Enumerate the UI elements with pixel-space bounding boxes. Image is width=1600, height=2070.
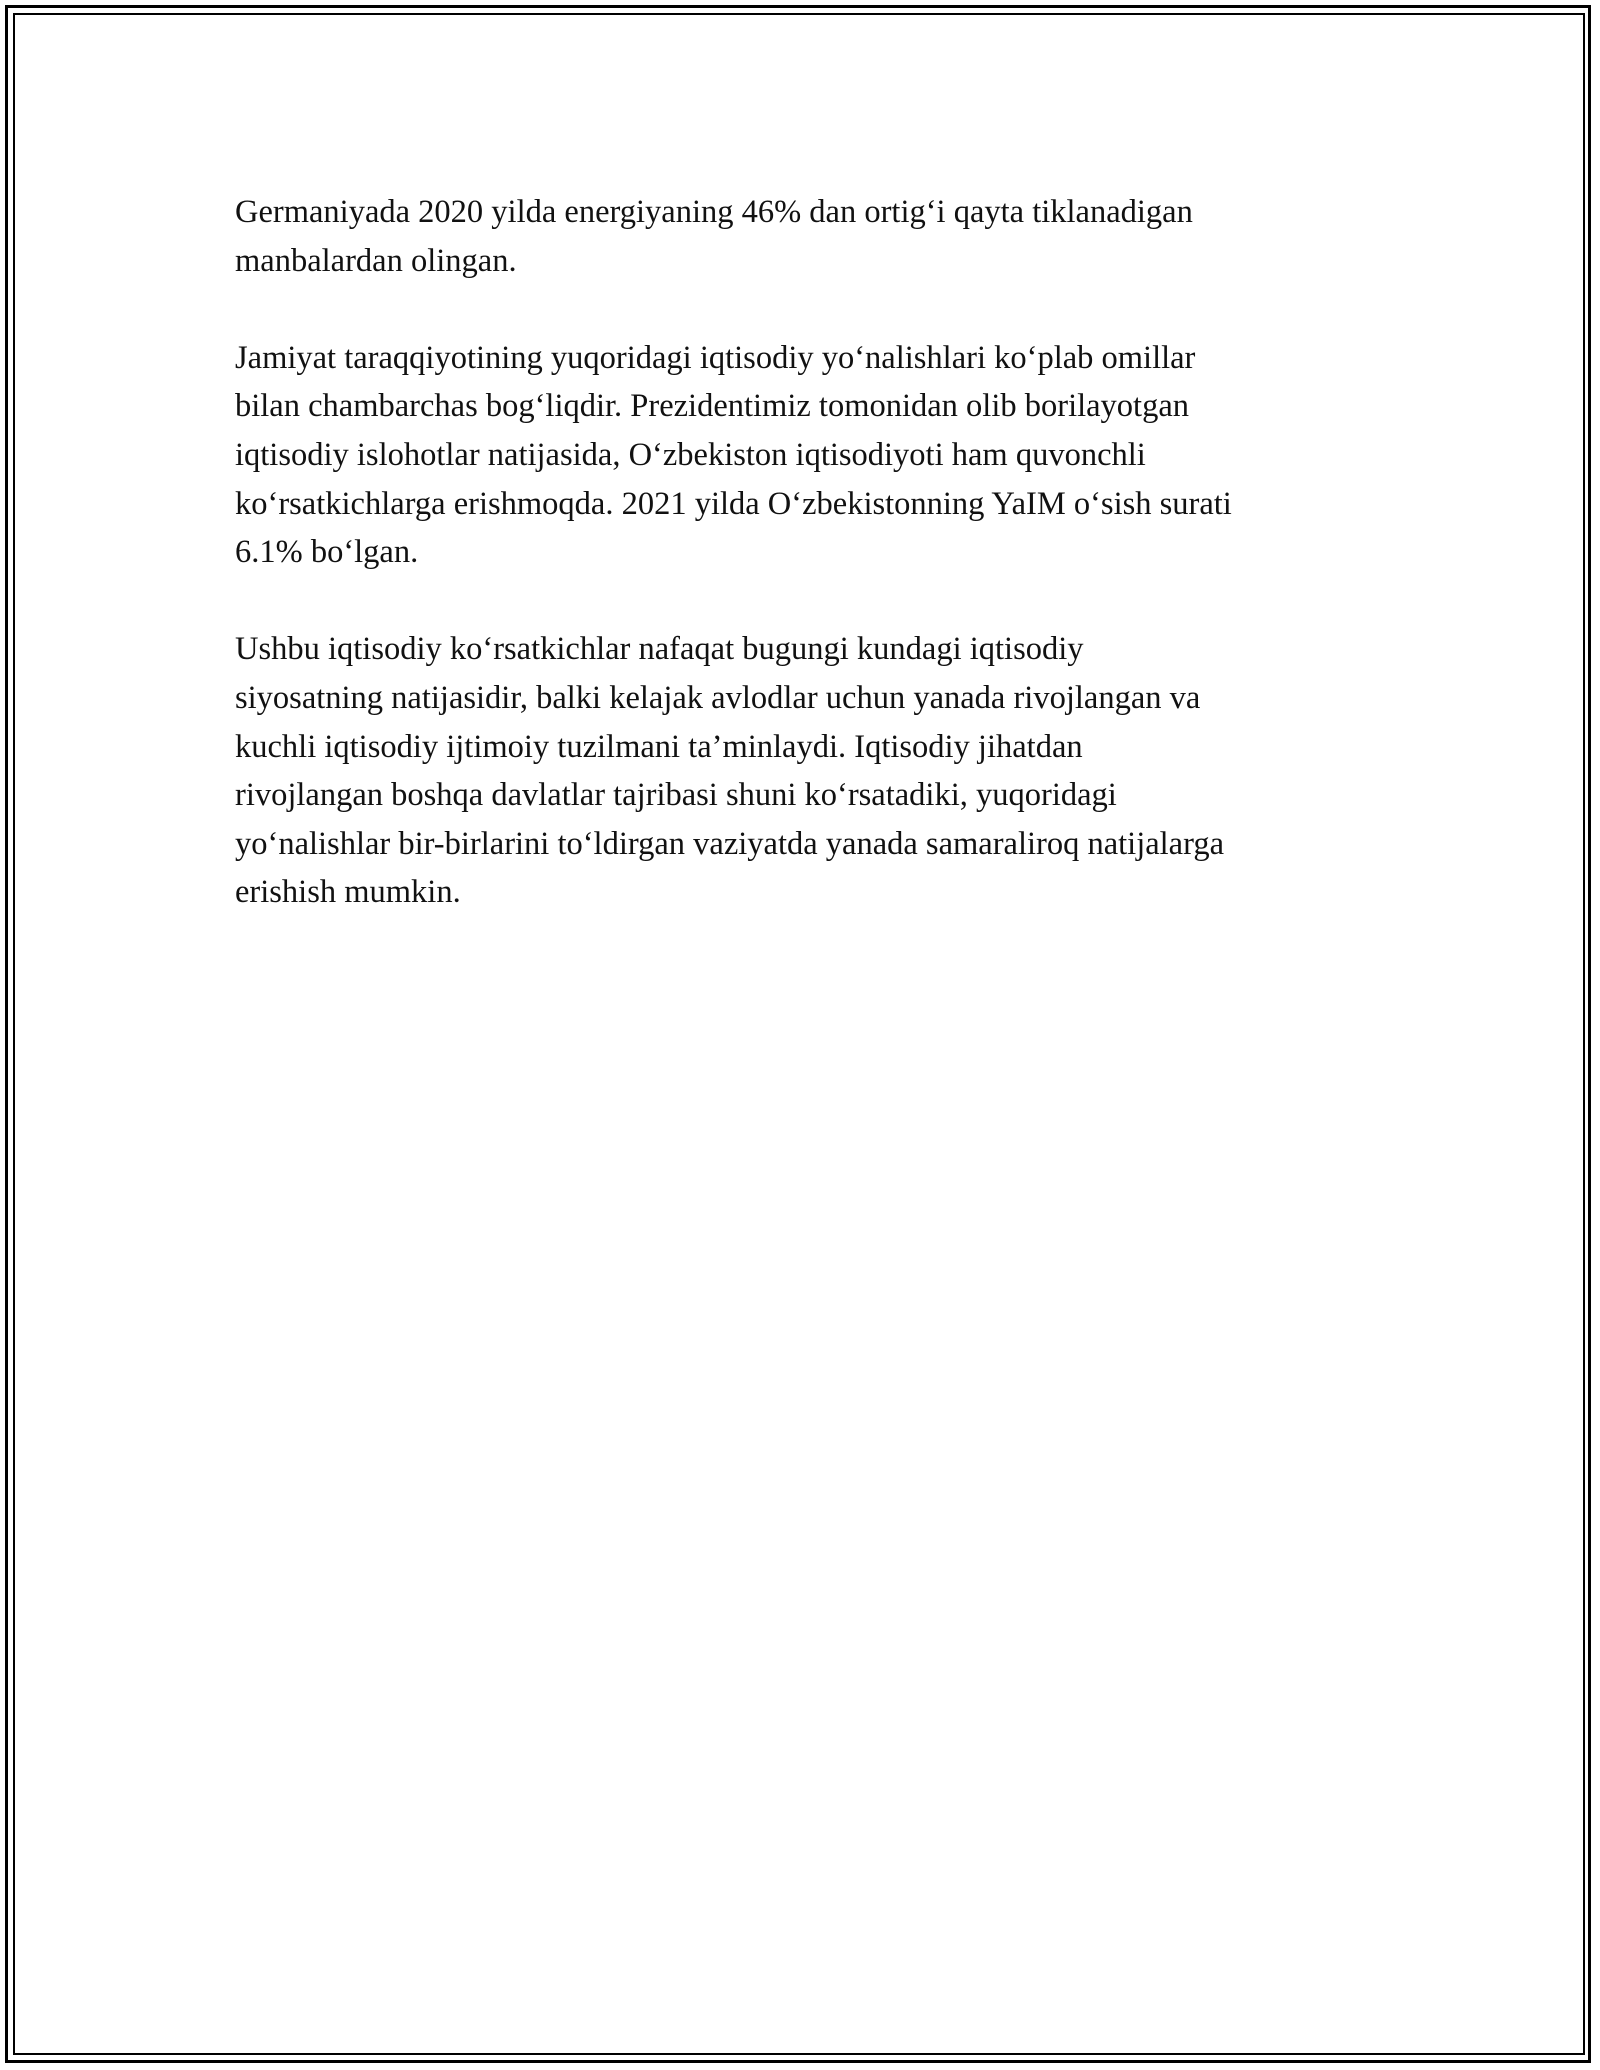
text-line: siyosatning natijasidir, balki kelajak avlodlar uchun yanada rivojlangan va	[235, 679, 1201, 716]
text-line: rivojlangan boshqa davlatlar tajribasi shuni ko‘rsatadiki, yuqoridagi	[235, 777, 1117, 814]
text-line: bilan chambarchas bog‘liqdir. Prezidentimiz tomonidan olib borilayotgan	[235, 388, 1190, 425]
document-body	[235, 188, 1370, 966]
paragraph-germany-energy	[235, 188, 1370, 285]
text-line: 6.1% bo‘lgan.	[235, 534, 419, 571]
paragraph-economic-indicators	[235, 625, 1370, 917]
text-line: ko‘rsatkichlarga erishmoqda. 2021 yilda O‘zbekistonning YaIM o‘sish surati	[235, 485, 1232, 522]
text-line: Jamiyat taraqqiyotining yuqoridagi iqtisodiy yo‘nalishlari ko‘plab omillar	[235, 339, 1196, 376]
text-line: yo‘nalishlar bir-birlarini to‘ldirgan vaziyatda yanada samaraliroq natijalarga	[235, 825, 1225, 862]
text-line: Germaniyada 2020 yilda energiyaning 46% dan ortig‘i qayta tiklanadigan	[235, 194, 1193, 230]
paragraph-economic-directions	[235, 334, 1370, 577]
text-line: manbalardan olingan.	[235, 242, 517, 279]
text-line: erishish mumkin.	[235, 874, 461, 911]
text-line: Ushbu iqtisodiy ko‘rsatkichlar nafaqat bugungi kundagi iqtisodiy	[235, 631, 1084, 668]
text-line: kuchli iqtisodiy ijtimoiy tuzilmani ta’minlaydi. Iqtisodiy jihatdan	[235, 728, 1083, 765]
text-line: iqtisodiy islohotlar natijasida, O‘zbekiston iqtisodiyoti ham quvonchli	[235, 436, 1146, 473]
